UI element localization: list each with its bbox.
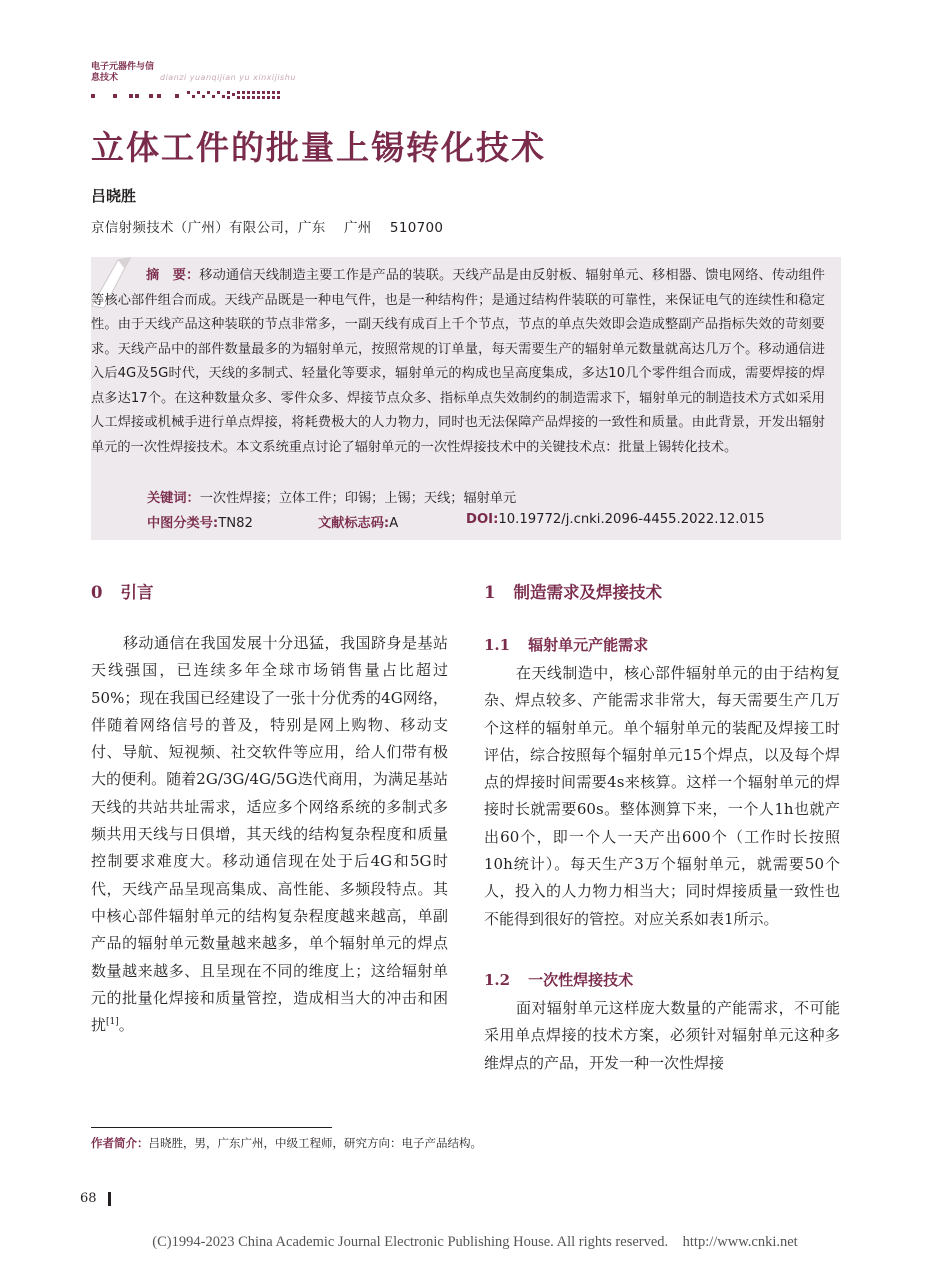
section-heading-intro (91, 579, 153, 603)
journal-dot-pattern (91, 91, 281, 101)
section-number: 0 (91, 583, 103, 602)
document-code-value: A (389, 516, 399, 531)
subsection-heading-1-1 (484, 634, 648, 655)
doi-label: DOI: (466, 512, 499, 527)
author-footnote (91, 1135, 482, 1151)
subsection-number: 1.1 (484, 636, 511, 654)
copyright-notice: (C)1994-2023 China Academic Journal Electronic Publishing House. All rights reserved. http://www.cnki.net (152, 1234, 798, 1250)
intro-paragraph (91, 630, 448, 1039)
footnote-text: 吕晓胜，男，广东广州，中级工程师，研究方向：电子产品结构。 (148, 1136, 482, 1150)
keywords-value: 一次性焊接；立体工件；印锡；上锡；天线；辐射单元 (199, 491, 517, 506)
footnote-label: 作者简介： (91, 1136, 149, 1150)
classification-value: TN82 (218, 516, 253, 531)
subsection-heading-1-2 (484, 969, 633, 990)
section-1-2-paragraph: 面对辐射单元这样庞大数量的产能需求，不可能采用单点焊接的技术方案，必须针对辐射单元这种多维焊点的产品，开发一种一次性焊接 (484, 999, 840, 1072)
classification-label: 中图分类号: (147, 516, 219, 531)
intro-text-end: 。 (118, 1016, 134, 1035)
doi-line (466, 512, 765, 527)
section-number: 1 (484, 583, 496, 602)
subsection-number: 1.2 (484, 971, 511, 989)
abstract-body: 移动通信天线制造主要工作是产品的装联。天线产品是由反射板、辐射单元、移相器、馈电网络、传动组件等核心部件组合而成。天线产品既是一种电气件，也是一种结构件；是通过结构件装联的可靠性，来保证电气的连续性和稳定性。由于天线产品这种装联的节点非常多，一副天线有成百上千个节点，节点的单点失效即会造成整副产品指标失效的苛刻要求。天线产品中的部件数量最多的为辐射单元，按照常规的订单量，每天需要生产的辐射单元数量就高达几万个。移动通信进入后4G及5G时代，天线的多制式、轻量化等要求，辐射单元的构成也呈高度集成，多达10几个零件组合而成，需要焊接的焊点多达17个。在这种数量众多、零件众多、焊接节点众多、指标单点失效制约的制造需求下，辐射单元的制造技术方式如采用人工焊接或机械手进行单点焊接，将耗费极大的人力物力，同时也无法保障产品焊接的一致性和质量。由此背景，开发出辐射单元的一次性焊接技术。本文系统重点讨论了辐射单元的一次性焊接技术中的关键技术点：批量上锡转化技术。 (91, 268, 825, 455)
footnote-rule (91, 1127, 332, 1128)
subsection-title: 辐射单元产能需求 (528, 636, 649, 654)
intro-text: 移动通信在我国发展十分迅猛，我国跻身是基站天线强国，已连续多年全球市场销售量占比超过50%；现在我国已经建设了一张十分优秀的4G网络，伴随着网络信号的普及，特别是网上购物、移动支付、导航、短视频、社交软件等应用，给人们带有极大的便利。随着2G/3G/4G/5G迭代商用，为满足基站天线的共站共址需求，适应多个网络系统的多制式多频共用天线与日俱增，其天线的结构复杂程度和质量控制要求难度大。移动通信现在处于后4G和5G时代，天线产品呈现高集成、高性能、多频段特点。其中核心部件辐射单元的结构复杂程度越来越高，单副产品的辐射单元数量越来越多，单个辐射单元的焊点数量越来越多、且呈现在不同的维度上；这给辐射单元的批量化焊接和质量管控，造成相当大的冲击和困扰 (91, 634, 448, 1035)
document-code-line (318, 512, 398, 531)
classification-line (147, 512, 253, 531)
citation-ref[interactable]: [1] (106, 1017, 119, 1028)
document-code-label: 文献标志码: (318, 516, 390, 531)
page-number: 68 (80, 1191, 97, 1206)
author-affiliation: 京信射频技术（广州）有限公司，广东 广州 510700 (91, 220, 444, 236)
abstract-text (91, 264, 825, 460)
section-title: 引言 (120, 583, 154, 602)
abstract-label: 摘 要： (146, 268, 200, 283)
journal-name-pinyin: dianzi yuanqijian yu xinxijishu (160, 73, 296, 82)
author-name: 吕晓胜 (91, 187, 137, 205)
page-number-bar (108, 1192, 111, 1206)
keywords-label: 关键词： (147, 491, 200, 506)
section-title: 制造需求及焊接技术 (513, 583, 662, 602)
section-heading-1 (484, 579, 662, 603)
article-title: 立体工件的批量上锡转化技术 (91, 128, 546, 167)
keywords-line (147, 487, 516, 506)
doi-value: 10.19772/j.cnki.2096-4455.2022.12.015 (498, 512, 765, 527)
journal-name: 电子元器件与信息技术 (91, 62, 155, 83)
subsection-title: 一次性焊接技术 (528, 971, 634, 989)
section-1-1-paragraph: 在天线制造中，核心部件辐射单元的由于结构复杂、焊点较多、产能需求非常大，每天需要生产几万个这样的辐射单元。单个辐射单元的装配及焊接工时评估，综合按照每个辐射单元15个焊点，以及每个焊点的焊接时间需要4s来核算。这样一个辐射单元的焊接时长就需要60s。整体测算下来，一个人1h也就产出60个，即一个人一天产出600个（工作时长按照10h统计）。每天生产3万个辐射单元，就需要50个人，投入的人力物力相当大；同时焊接质量一致性也不能得到很好的管控。对应关系如表1所示。 (484, 664, 840, 928)
